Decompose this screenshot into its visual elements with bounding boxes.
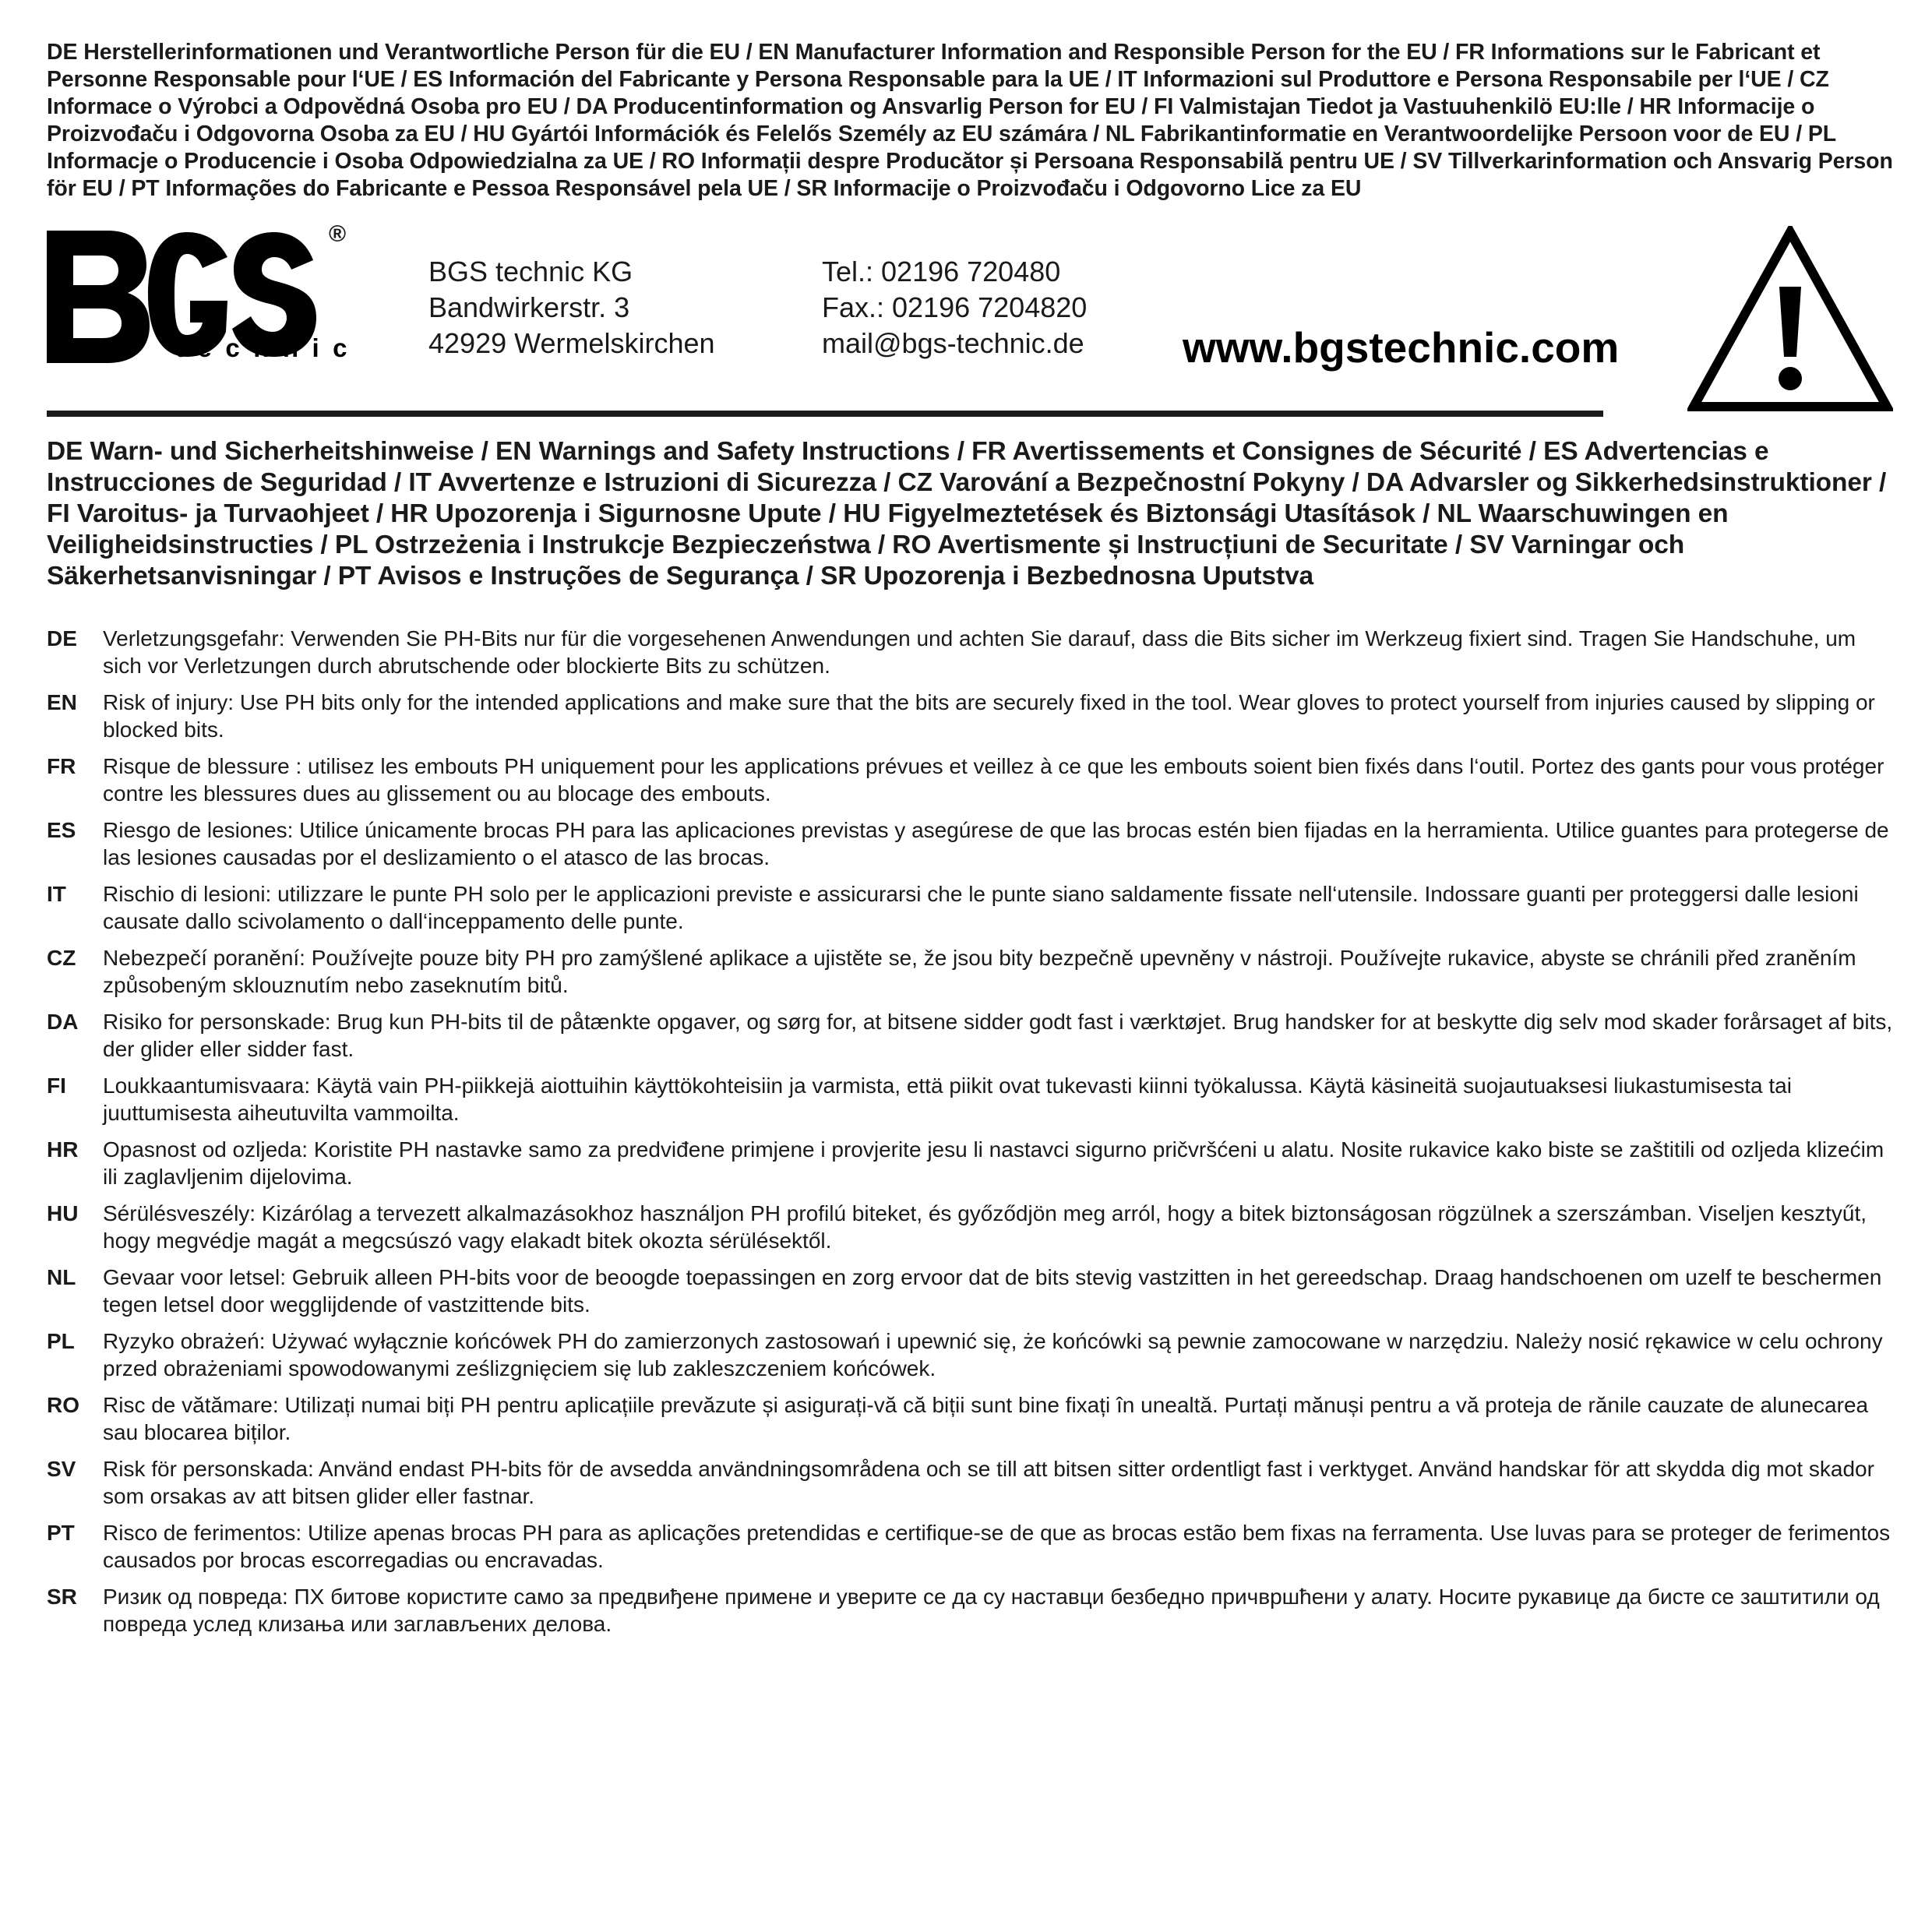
safety-entries <box>47 625 1893 1638</box>
language-code: FR <box>47 754 76 778</box>
header-block <box>47 221 1893 413</box>
company-street: Bandwirkerstr. 3 <box>428 291 630 323</box>
entry-text: Verletzungsgefahr: Verwenden Sie PH-Bits nur für die vorgesehenen Anwendungen und achten Sie darauf, dass die Bits sicher im Werkzeug fixiert sind. Tragen Sie Handschuhe, um sich vor Verletzungen durch abrutschende oder blockierte Bits zu schützen. <box>103 626 1856 678</box>
language-code: PT <box>47 1521 75 1545</box>
entry-text: Sérülésveszély: Kizárólag a tervezett alkalmazásokhoz használjon PH profilú biteket, és győződjön meg arról, hogy a bitek biztonságosan rögzülnek a szerszámban. Viseljen kesztyűt, hogy megvédje magát a megcsúszó vagy elakadt bitek okozta sérülésektől. <box>103 1201 1867 1253</box>
language-code: IT <box>47 882 66 906</box>
safety-entry-sv <box>47 1455 1893 1510</box>
entry-text: Rischio di lesioni: utilizzare le punte PH solo per le applicazioni previste e assicurarsi che le punte siano saldamente fissate nell‘utensile. Indossare guanti per proteggersi dalle lesioni causate dallo scivolamento o dall‘inceppamento delle punte. <box>103 882 1859 933</box>
language-code: DA <box>47 1010 79 1034</box>
language-code: ES <box>47 818 76 842</box>
entry-text: Risco de ferimentos: Utilize apenas brocas PH para as aplicações pretendidas e certifique-se de que as brocas estão bem fixas na ferramenta. Use luvas para se proteger de ferimentos causados por brocas escorregadias ou encravadas. <box>103 1521 1891 1572</box>
manufacturer-info-heading: DE Herstellerinformationen und Verantwortliche Person für die EU / EN Manufacturer Information and Responsible Person for the EU / FR Informations sur le Fabricant et Personne Responsable pour l‘UE / ES Información del Fabricante y Persona Responsable para la UE / IT Informazioni sul Produttore e Persona Responsabile per l‘UE / CZ Informace o Výrobci a Odpovědná Osoba pro EU / DA Producentinformation og Ansvarlig Person for EU / FI Valmistajan Tiedot ja Vastuuhenkilö EU:lle / HR Informacije o Proizvođaču i Odgovorna Osoba za EU / HU Gyártói Információk és Felelős Személy az EU számára / NL Fabrikantinformatie en Verantwoordelijke Persoon voor de EU / PL Informacje o Producencie i Osoba Odpowiedzialna za UE / RO Informații despre Producător și Persoana Responsabilă pentru UE / SV Tillverkarinformation och Ansvarig Person för EU / PT Informações do Fabricante e Pessoa Responsável pela UE / SR Informacije o Proizvođaču i Odgovorno Lice za EU <box>47 40 1893 201</box>
entry-text: Gevaar voor letsel: Gebruik alleen PH-bits voor de beoogde toepassingen en zorg ervoor dat de bits stevig vastzitten in het gereedschap. Draag handschoenen om uzelf te beschermen tegen letsel door wegglijdende of vastzittende bits. <box>103 1265 1882 1317</box>
language-code: SV <box>47 1457 76 1481</box>
language-code: SR <box>47 1585 77 1609</box>
language-code: FI <box>47 1074 66 1098</box>
safety-entry-da <box>47 1008 1893 1063</box>
entry-text: Risc de vătămare: Utilizați numai biți PH pentru aplicațiile prevăzute și asigurați-vă că biții sunt bine fixați în unealtă. Purtați mănuși pentru a vă proteja de rănile cauzate de alunecarea sau blocarea biților. <box>103 1393 1869 1444</box>
safety-entry-pl <box>47 1327 1893 1382</box>
language-code: PL <box>47 1329 75 1353</box>
entry-text: Nebezpečí poranění: Používejte pouze bity PH pro zamýšlené aplikace a ujistěte se, že jsou bity bezpečně upevněny v nástroji. Používejte rukavice, abyste se chránili před zraněním způsobeným sklouznutím nebo zaseknutím bitů. <box>103 946 1856 997</box>
contact-mail: mail@bgs-technic.de <box>822 327 1084 359</box>
company-name: BGS technic KG <box>428 256 633 287</box>
safety-entry-pt <box>47 1519 1893 1574</box>
safety-entry-fr <box>47 753 1893 807</box>
safety-entry-ro <box>47 1391 1893 1446</box>
entry-text: Risque de blessure : utilisez les embouts PH uniquement pour les applications prévues et veillez à ce que les embouts soient bien fixés dans l‘outil. Portez des gants pour vous protéger contre les blessures dues au glissement ou au blocage des embouts. <box>103 754 1884 806</box>
safety-entry-cz <box>47 944 1893 999</box>
entry-text: Risk för personskada: Använd endast PH-bits för de avsedda användningsområdena och se till att bitsen sitter ordentligt fast i verktyget. Använd handskar för att skydda dig mot skador som orsakas av att bitsen glider eller fastnar. <box>103 1457 1874 1508</box>
warning-triangle-icon <box>1687 226 1893 413</box>
company-address <box>428 254 715 361</box>
safety-entry-en <box>47 689 1893 743</box>
company-contact <box>822 254 1087 361</box>
entry-text: Risk of injury: Use PH bits only for the intended applications and make sure that the bits are securely fixed in the tool. Wear gloves to protect yourself from injuries caused by slipping or blocked bits. <box>103 690 1875 742</box>
entry-text: Ryzyko obrażeń: Używać wyłącznie końcówek PH do zamierzonych zastosowań i upewnić się, że końcówki są pewnie zamocowane w narzędziu. Należy nosić rękawice w celu ochrony przed obrażeniami spowodowanymi ześlizgnięciem się lub zakleszczeniem końcówek. <box>103 1329 1883 1380</box>
language-code: NL <box>47 1265 76 1289</box>
safety-entry-hr <box>47 1136 1893 1190</box>
language-code: HU <box>47 1201 79 1225</box>
safety-instructions-heading: DE Warn- und Sicherheitshinweise / EN Warnings and Safety Instructions / FR Avertissements et Consignes de Sécurité / ES Advertencias e Instrucciones de Seguridad / IT Avvertenze e Istruzioni di Sicurezza / CZ Varování a Bezpečnostní Pokyny / DA Advarsler og Sikkerhedsinstruktioner / FI Varoitus- ja Turvaohjeet / HR Upozorenja i Sigurnosne Upute / HU Figyelmeztetések és Biztonsági Utasítások / NL Waarschuwingen en Veiligheidsinstructies / PL Ostrzeżenia i Instrukcje Bezpieczeństwa / RO Avertismente și Instrucțiuni de Securitate / SV Varningar och Säkerhetsanvisningar / PT Avisos e Instruções de Segurança / SR Upozorenja i Bezbednosna Uputstva <box>47 437 1887 591</box>
company-city: 42929 Wermelskirchen <box>428 327 715 359</box>
bgs-logo <box>47 221 361 374</box>
safety-entry-sr <box>47 1583 1893 1638</box>
logo-subtitle: technic <box>175 333 361 362</box>
website-link[interactable]: www.bgstechnic.com <box>1183 323 1620 372</box>
contact-tel: Tel.: 02196 720480 <box>822 256 1061 287</box>
entry-text: Opasnost od ozljeda: Koristite PH nastavke samo za predviđene primjene i provjerite jesu li nastavci sigurno pričvršćeni u alatu. Nosite rukavice kako biste se zaštitili od ozljeda klizećim ili zaglavljenim dijelovima. <box>103 1137 1884 1189</box>
safety-entry-es <box>47 816 1893 871</box>
safety-entry-fi <box>47 1072 1893 1126</box>
entry-text: Loukkaantumisvaara: Käytä vain PH-piikkejä aiottuihin käyttökohteisiin ja varmista, että piikit ovat tukevasti kiinni työkalussa. Käytä käsineitä suojautuaksesi liukastumisesta tai juuttumisesta aiheutuvilta vammoilta. <box>103 1074 1792 1125</box>
registered-mark: ® <box>329 221 347 247</box>
entry-text: Riesgo de lesiones: Utilice únicamente brocas PH para las aplicaciones previstas y asegúrese de que las brocas estén bien fijadas en la herramienta. Utilice guantes para protegerse de las lesiones causadas por el deslizamiento o el atasco de las brocas. <box>103 818 1889 869</box>
contact-fax: Fax.: 02196 7204820 <box>822 291 1088 323</box>
entry-text: Risiko for personskade: Brug kun PH-bits til de påtænkte opgaver, og sørg for, at bitsene sidder godt fast i værktøjet. Brug handsker for at beskytte dig selv mod skader forårsaget af bits, der glider eller sidder fast. <box>103 1010 1893 1061</box>
language-code: CZ <box>47 946 76 970</box>
entry-text: Ризик од повреда: ПХ битове користите само за предвиђене примене и уверите се да су наставци безбедно причвршћени у алату. Носите рукавице да бисте се заштитили од повреда услед клизања или заглављених делова. <box>103 1585 1880 1636</box>
language-code: DE <box>47 626 77 650</box>
safety-entry-it <box>47 880 1893 935</box>
safety-entry-de <box>47 625 1893 679</box>
language-code: EN <box>47 690 77 714</box>
safety-entry-hu <box>47 1200 1893 1254</box>
language-code: HR <box>47 1137 79 1162</box>
document-page <box>47 39 1893 1647</box>
language-code: RO <box>47 1393 79 1417</box>
header-divider <box>47 411 1603 417</box>
safety-entry-nl <box>47 1264 1893 1318</box>
